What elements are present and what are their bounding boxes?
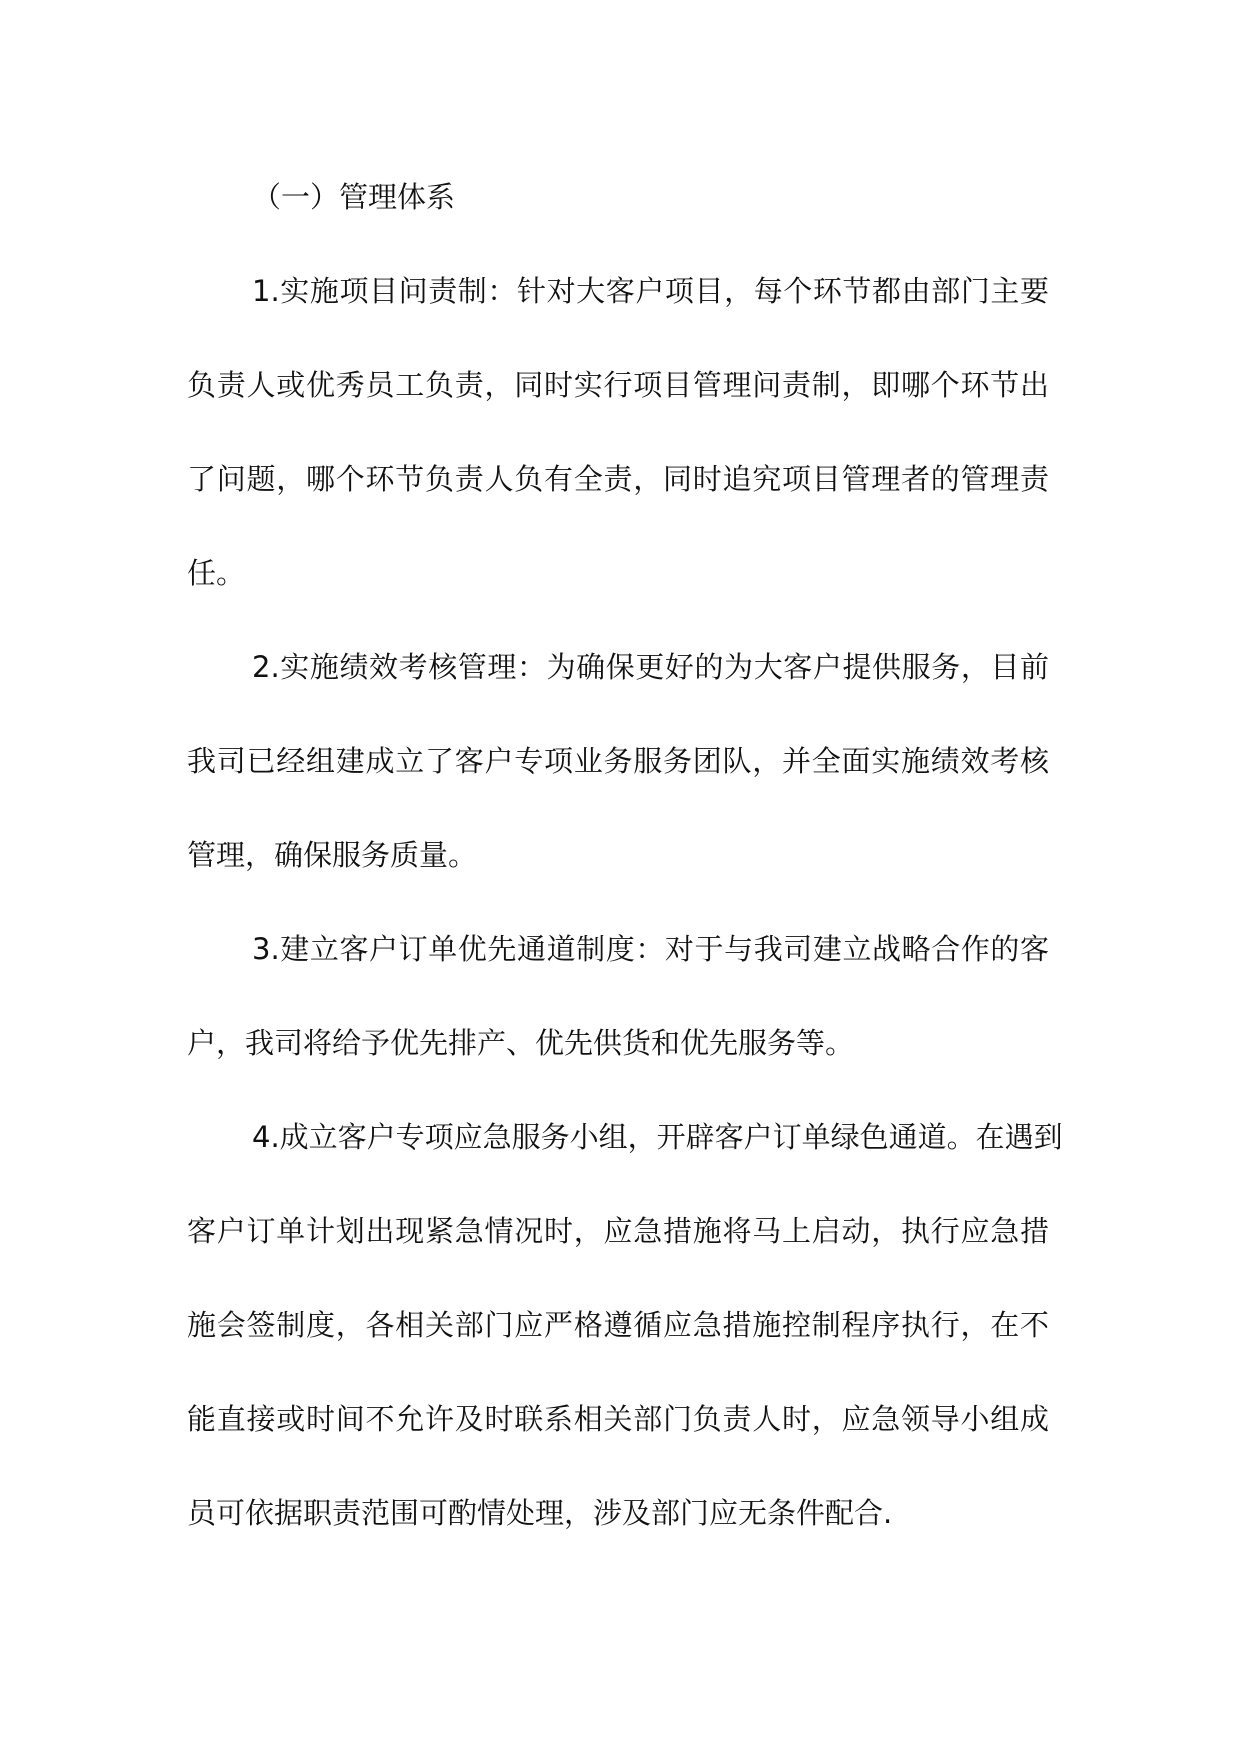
- paragraph-line: 管理，确保服务质量。: [187, 838, 478, 872]
- paragraph-line: 1.实施项目问责制：针对大客户项目，每个环节都由部门主要: [252, 274, 1049, 308]
- paragraph-line: 负责人或优秀员工负责，同时实行项目管理问责制，即哪个环节出: [187, 368, 1049, 402]
- paragraph-line: 户，我司将给予优先排产、优先供货和优先服务等。: [187, 1026, 855, 1060]
- paragraph-line: 能直接或时间不允许及时联系相关部门负责人时，应急领导小组成: [187, 1402, 1049, 1436]
- paragraph-line: 任。: [187, 556, 246, 590]
- document-body: [187, 150, 1063, 1560]
- paragraph-3: [187, 902, 1049, 1090]
- paragraph-1: [187, 244, 1049, 620]
- paragraph-line: 员可依据职责范围可酌情处理，涉及部门应无条件配合.: [187, 1496, 893, 1530]
- paragraph-line: 4.成立客户专项应急服务小组，开辟客户订单绿色通道。在遇到: [252, 1120, 1063, 1154]
- section-heading: （一）管理体系: [252, 180, 456, 214]
- paragraph-line: 客户订单计划出现紧急情况时，应急措施将马上启动，执行应急措: [187, 1214, 1049, 1248]
- paragraph-line: 2.实施绩效考核管理：为确保更好的为大客户提供服务，目前: [252, 650, 1049, 684]
- paragraph-line: 我司已经组建成立了客户专项业务服务团队，并全面实施绩效考核: [187, 744, 1049, 778]
- paragraph-2: [187, 620, 1049, 902]
- paragraph-line: 了问题，哪个环节负责人负有全责，同时追究项目管理者的管理责: [187, 462, 1049, 496]
- paragraph-line: 施会签制度，各相关部门应严格遵循应急措施控制程序执行，在不: [187, 1308, 1049, 1342]
- paragraph-4: [187, 1090, 1063, 1560]
- paragraph-line: 3.建立客户订单优先通道制度：对于与我司建立战略合作的客: [252, 932, 1049, 966]
